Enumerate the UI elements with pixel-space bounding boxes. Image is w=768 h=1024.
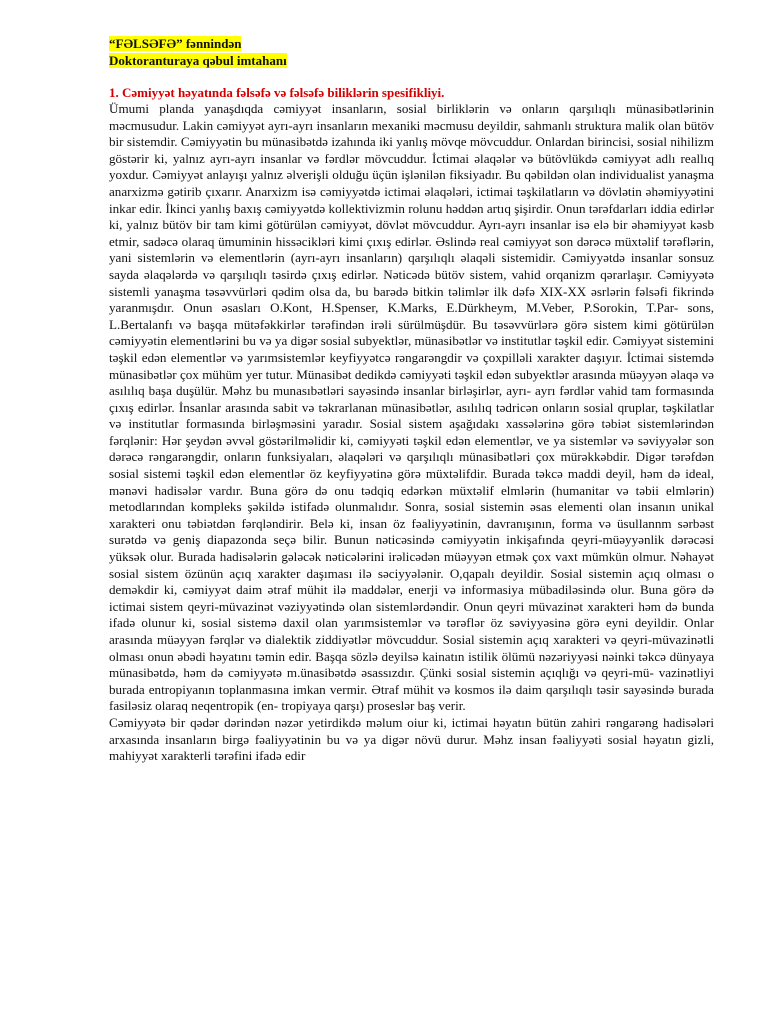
body-paragraph-2: Cəmiyyətə bir qədər dərindən nəzər yetirdikdə məlum oiur ki, ictimai həyatın bütün zahiri rəngarəng hadisələri arxasında insanların birgə fəaliyyətinin bu və ya digər növü durur. Məhz insan fəaliyyəti sosial həyatın gizli, mahiyyət xarakterli tərəfini ifadə edir — [109, 714, 714, 764]
exam-title: Doktoranturaya qəbul imtahanı — [109, 53, 287, 68]
document-header-line-1 — [109, 35, 714, 52]
document-header-line-2 — [109, 52, 714, 69]
body-paragraph-1: Ümumi planda yanaşdıqda cəmiyyət insanların, sosial birliklərin və onların qarşılıqlı münasibətlərinin məcmusudur. Lakin cəmiyyət ayrı-ayrı insanların mexaniki məcmusu deyildir, sahmanlı struktura malik olan bütöv bir sistemdir. Cəmiyyətin bu münasibətdə izahında iki yanlış mövqe mövcuddur. Onlardan birincisi, sosial nihilizm göstərir ki, yalnız ayrı-ayrı insanlar və fərdlər mövcuddur. İctimai əlaqələr və bütövlükdə cəmiyyət adlı reallıq yoxdur. Cəmiyyət anlayışı yalnız əlverişli olduğu üçün işlənilən fiksiyadır. Bu qəbildən olan individualist yanaşma anarxizmə gətirib çıxarır. Anarxizm isə cəmiyyətdə ictimai əlaqələri, ictimai təşkilatların və dövlətin əhəmiyyətini inkar edir. İkinci yanlış baxış cəmiyyətdə kollektivizmin rolunu həddən artıq şişirdir. Onun tərəfdarları iddia edirlər ki, yalnız bütöv bir tam kimi götürülən cəmiyyət, dövlət mövcuddur. Ayrı-ayrı insanlar isə elə bir əhəmiyyət kəsb etmir, sadəcə olaraq ümuminin hissəcikləri kimi çıxış edirlər. Əslində real cəmiyyət son dərəcə müxtəlif tərəflərin, yani sistemlərin və elementlərin (ayrı-ayrı insanların) qarşılıqlı əlaqəli sistemidir. Cəmiyyətdə insanlar sonsuz sayda əlaqələrdə və qarşılıqlı təsirdə çıxış edirlər. Nəticədə bütöv sistem, vahid orqanizm qərarlaşır. Cəmiyyətə sistemli yanaşma təsəvvürləri qədim olsa da, bu barədə bitkin təlimlər ilk dəfə XIX-XX əsrlərin fəlsəfi fikrində yaranmışdır. Onun əsasları O.Kont, H.Spenser, K.Marks, E.Dürkheym, M.Veber, P.Sorokin, T.Par- sons, L.Bertalanfı və başqa mütəfəkkirlər tərəfindən irəli sürülmüşdür. Bu təsəvvürlərə görə sistem kimi götürülən cəmiyyətin elementlərini bu və ya digər sosial subyektlər, münasibətlər və institutlar təşkil edir. Cəmiyyət sistemini təşkil edən elementlər və yarımsistemlər keyfiyyətcə rəngarəngdir və çoxpilləli xarakter daşıyır. İctimai sistemdə münasibətlər çox mühüm yer tutur. Münasibət dedikdə cəmiyyəti təşkil edən subyektlər arasında müəyyən əlaqə və asılılıq başa duşülür. Məhz bu munasıbətləri sayəsində insanlar birləşirlər, ayrı- ayrı fərdlər vahid tam formasında çıxış edirlər. İnsanlar arasında sabit və təkrarlanan münasibətlər, asılılıq tədricən onların sosial qruplar, təşkilatlar və institutlar formasında birləşməsini yaradır. Sosial sistem aşağıdakı xassələrinə görə təbiət sistemlərindən fərqlənir: Hər şeydən əvvəl göstərilməlidir ki, cəmiyyəti təşkil edən elementlər, ve ya sistemlər və səviyyələr son dərəcə rəngarəngdir, onların funksiyaları, əlaqələri və qarşılıqlı münasibətləri çox mürəkkəbdir. Digər tərəfdən sosial sistemi təşkil edən elementlər öz keyfiyyətinə görə müxtəlifdir. Burada təkcə maddi deyil, həm də ideal, mənəvi hadisələr vardır. Buna görə də onu tədqiq edərkən müxtəlif elmlərin (humanitar və təbii elmlərin) metodlarından kompleks şəkildə istifadə olunmalıdır. Sonra, sosial sistemin əsas elementi olan insanın unikal xarakteri onu təbiətdən fərqləndirir. Belə ki, insan öz fəaliyyətinin, davranışının, forma və üsullannm sərbəst surətdə və geniş diapazonda seçə bilir. Bunun nəticəsində cəmiyyətin inkişafında qeyri-müəyyənlik dərəcəsi yüksək olur. Burada hadisələrin gələcək nəticələrini irəlicədən müəyyən etmək çox vaxt mümkün olmur. Nəhayət sosial sistem özünün açıq xarakter daşıması ilə səciyyələnir. O,qapalı deyildir. Sosial sistemin açıq olması o deməkdir ki, cəmiyyət daim ətraf mühit ilə maddələr, enerji və informasiya mübadiləsində olur. Buna görə də ictimai sistem qeyri-müvazinət vəziyyətində olan sistemlərdəndir. Onun qeyri müvazinət xarakteri həm də bunda ifadə olunur ki, sosial sistemə daxil olan yarımsistemlər və tərəflər öz səviyyəsinə görə eyni deyildir. Onlar arasında müəyyən fərqlər və dialektik ziddiyətlər mövcuddur. Sosial sistemin açıq xarakteri və qeyri-müvazinətli olması onun əbədi həyatını təmin edir. Başqa sözlə deyilsə kainatın istilik ölümü nəzəriyyəsi nəinki təkcə dünyaya münasibətdə, həm də cəmiyyətə m.ünasibətdə əsassızdır. Çünki sosial sistemin açıqlığı və qeyri-mü- vazinətliyi burada entropiyanın toplanmasına imkan vermir. Ətraf mühit və kosmos ilə daim qarşılıqlı təsir sayəsində burada fasiləsiz olaraq neqentropik (en- tropiyaya qarşı) proseslər baş verir. — [109, 101, 714, 714]
subject-title: “FƏLSƏFƏ” fənnindən — [109, 36, 242, 51]
section-heading: 1. Cəmiyyət həyatında fəlsəfə və fəlsəfə biliklərin spesifikliyi. — [109, 85, 445, 100]
document-page — [109, 35, 714, 765]
